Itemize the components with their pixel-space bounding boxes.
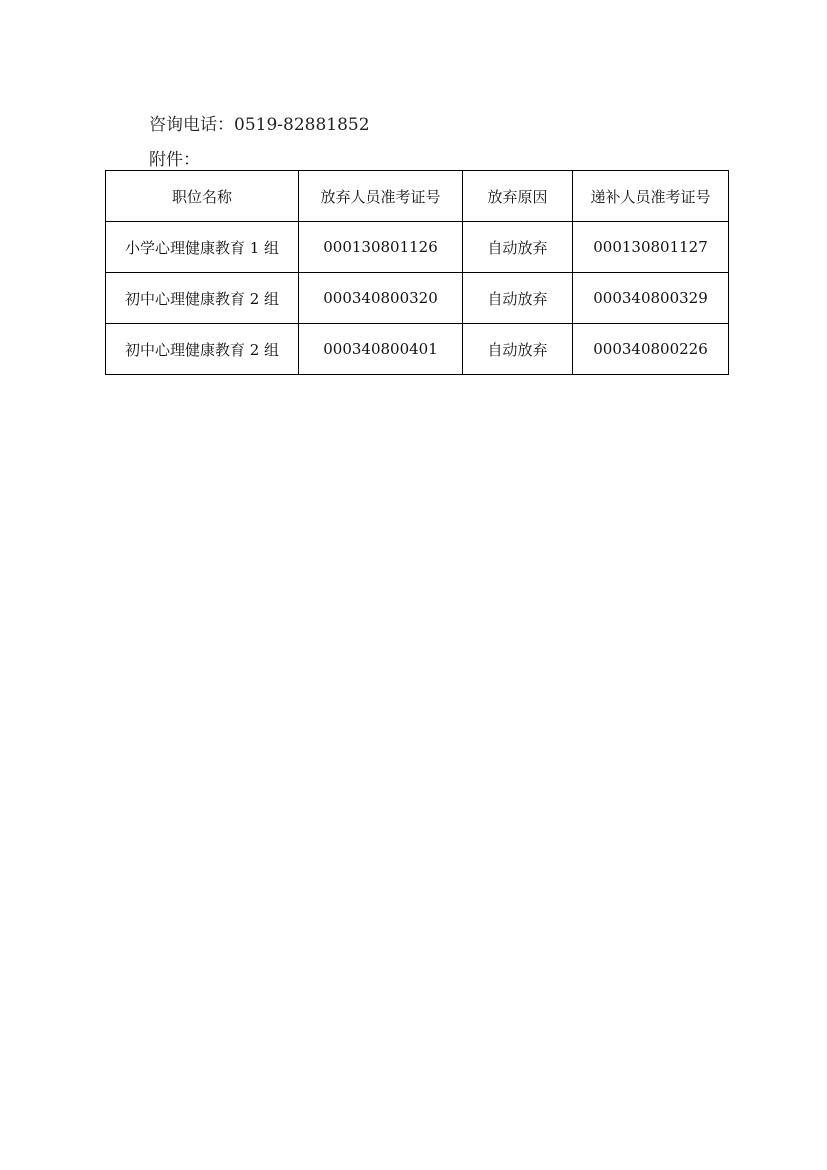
header-reason: 放弃原因 [463, 171, 573, 222]
cell-position-name: 小学心理健康教育 1 组 [106, 222, 299, 273]
header-position-name: 职位名称 [106, 171, 299, 222]
table-row [106, 324, 729, 375]
header-replacement-ticket: 递补人员准考证号 [573, 171, 729, 222]
cell-position-name: 初中心理健康教育 2 组 [106, 324, 299, 375]
cell-replacement-ticket: 000340800226 [573, 324, 729, 375]
table-row [106, 273, 729, 324]
table-header-row [106, 171, 729, 222]
cell-replacement-ticket: 000340800329 [573, 273, 729, 324]
attachment-label: 附件： [149, 150, 200, 170]
cell-position-name: 初中心理健康教育 2 组 [106, 273, 299, 324]
cell-withdrawn-ticket: 000130801126 [299, 222, 463, 273]
cell-reason: 自动放弃 [463, 222, 573, 273]
cell-withdrawn-ticket: 000340800401 [299, 324, 463, 375]
cell-replacement-ticket: 000130801127 [573, 222, 729, 273]
table-row [106, 222, 729, 273]
cell-reason: 自动放弃 [463, 324, 573, 375]
cell-withdrawn-ticket: 000340800320 [299, 273, 463, 324]
contact-phone-line: 咨询电话：0519-82881852 [149, 115, 370, 135]
replacement-table [105, 170, 729, 375]
header-withdrawn-ticket: 放弃人员准考证号 [299, 171, 463, 222]
cell-reason: 自动放弃 [463, 273, 573, 324]
